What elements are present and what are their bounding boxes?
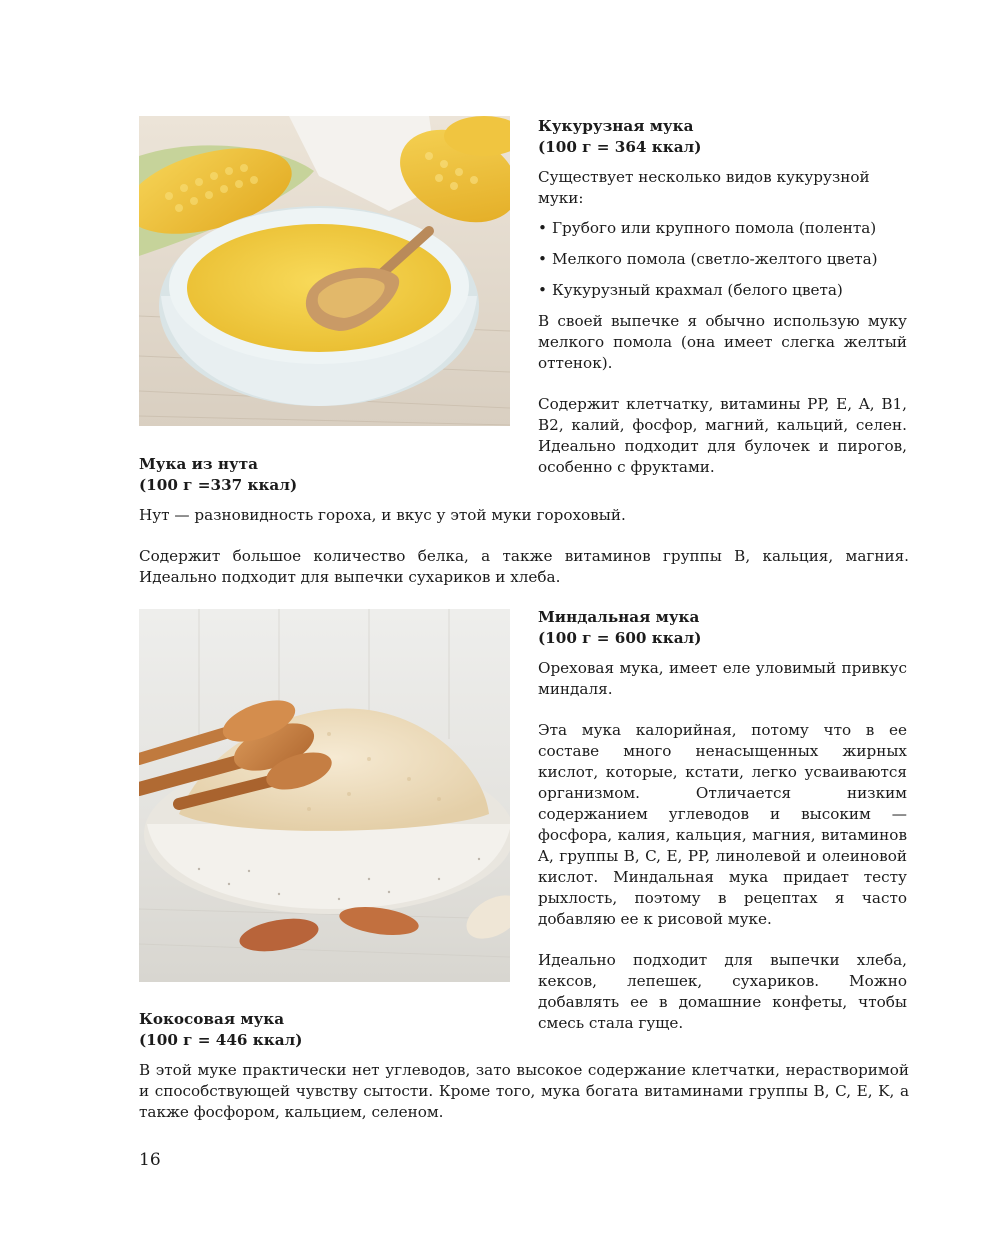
coconut-flour-kcal: (100 г = 446 ккал) xyxy=(139,1031,303,1049)
list-item: • Мелкого помола (светло-желтого цвета) xyxy=(538,250,878,268)
almond-flour-para-3: Идеально подходит для выпечки хлеба, кексов, лепешек, сухариков. Можно добавлять ее в домашние конфеты, чтобы смесь стала гуще. xyxy=(538,951,907,1032)
corn-flour-para-1: В своей выпечке я обычно использую муку мелкого помола (она имеет слегка желтый оттенок). xyxy=(538,312,907,372)
corn-flour-types-list xyxy=(538,218,907,301)
page-number: 16 xyxy=(139,1150,161,1170)
chickpea-flour-para-1: Нут — разновидность гороха, и вкус у этой муки гороховый. xyxy=(139,506,626,524)
corn-flour-intro: Существует несколько видов кукурузной муки: xyxy=(538,168,870,207)
almond-flour-photo xyxy=(139,609,510,982)
corn-flour-photo xyxy=(139,116,510,426)
chickpea-flour-para-2: Содержит большое количество белка, а также витаминов группы B, кальция, магния. Идеально подходит для выпечки сухариков и хлеба. xyxy=(139,547,909,586)
corn-flour-para-2: Содержит клетчатку, витамины PP, E, A, B1, B2, калий, фосфор, магний, кальций, селен. Идеально подходит для булочек и пирогов, особенно с фруктами. xyxy=(538,395,907,476)
list-item: • Кукурузный крахмал (белого цвета) xyxy=(538,281,843,299)
almond-flour-para-1: Ореховая мука, имеет еле уловимый привкус миндаля. xyxy=(538,659,907,698)
corn-flour-kcal: (100 г = 364 ккал) xyxy=(538,138,702,156)
corn-flour-title: Кукурузная мука xyxy=(538,117,694,135)
almond-flour-title: Миндальная мука xyxy=(538,608,700,626)
coconut-flour-para-1: В этой муке практически нет углеводов, зато высокое содержание клетчатки, нерастворимой и способствующей чувству сытости. Кроме того, мука богата витаминами группы B, C, E, K, а также фосфором, кальцием, селеном. xyxy=(139,1061,909,1121)
coconut-flour-section xyxy=(139,1009,909,1123)
chickpea-flour-kcal: (100 г =337 ккал) xyxy=(139,476,298,494)
almond-flour-section xyxy=(538,607,907,1034)
chickpea-flour-section xyxy=(139,454,909,588)
coconut-flour-title: Кокосовая мука xyxy=(139,1010,285,1028)
list-item: • Грубого или крупного помола (полента) xyxy=(538,219,877,237)
chickpea-flour-title: Мука из нута xyxy=(139,455,258,473)
almond-flour-kcal: (100 г = 600 ккал) xyxy=(538,629,702,647)
almond-flour-para-2: Эта мука калорийная, потому что в ее составе много ненасыщенных жирных кислот, которые, кстати, легко усваиваются организмом. Отличается низким содержанием углеводов и высоким — фосфора, калия, кальция, магния, витаминов A, группы B, C, E, PP, линолевой и олеиновой кислот. Миндальная мука придает тесту рыхлость, поэтому в рецептах я часто добавляю ее к рисовой муке. xyxy=(538,721,907,928)
corn-flour-section xyxy=(538,116,907,478)
